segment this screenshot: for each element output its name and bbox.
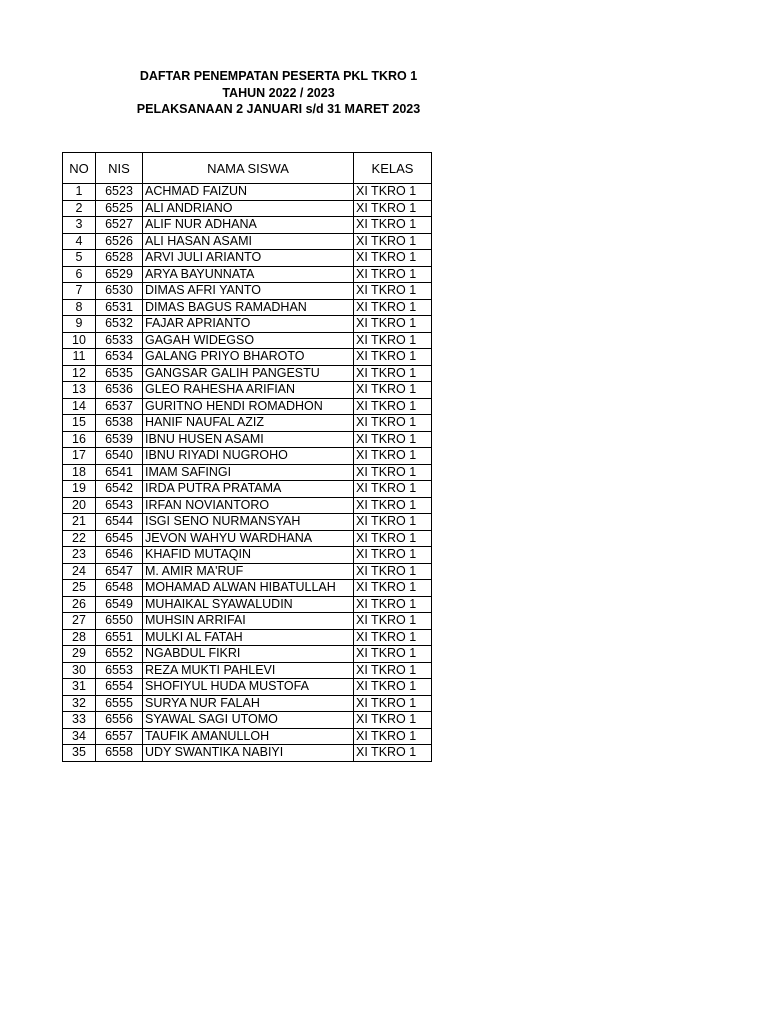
cell-nis: 6550 [96,613,143,630]
cell-nis: 6538 [96,415,143,432]
cell-kelas: XI TKRO 1 [354,712,432,729]
cell-nis: 6555 [96,695,143,712]
cell-kelas: XI TKRO 1 [354,547,432,564]
cell-kelas: XI TKRO 1 [354,200,432,217]
cell-nis: 6549 [96,596,143,613]
cell-no: 3 [63,217,96,234]
cell-no: 5 [63,250,96,267]
table-row [63,646,432,663]
cell-kelas: XI TKRO 1 [354,695,432,712]
cell-nis: 6552 [96,646,143,663]
cell-no: 32 [63,695,96,712]
cell-nis: 6541 [96,464,143,481]
cell-kelas: XI TKRO 1 [354,464,432,481]
table-row [63,547,432,564]
cell-no: 31 [63,679,96,696]
cell-kelas: XI TKRO 1 [354,415,432,432]
cell-nis: 6529 [96,266,143,283]
cell-kelas: XI TKRO 1 [354,629,432,646]
cell-no: 18 [63,464,96,481]
cell-nama-siswa: IRDA PUTRA PRATAMA [143,481,354,498]
cell-no: 27 [63,613,96,630]
student-placement-table [62,152,432,762]
cell-nama-siswa: GAGAH WIDEGSO [143,332,354,349]
table-row [63,431,432,448]
cell-no: 19 [63,481,96,498]
table-row [63,316,432,333]
cell-no: 21 [63,514,96,531]
cell-kelas: XI TKRO 1 [354,679,432,696]
cell-no: 24 [63,563,96,580]
cell-kelas: XI TKRO 1 [354,662,432,679]
cell-kelas: XI TKRO 1 [354,563,432,580]
cell-nis: 6534 [96,349,143,366]
cell-kelas: XI TKRO 1 [354,728,432,745]
table-header-row [63,153,432,184]
cell-nis: 6540 [96,448,143,465]
table-row [63,514,432,531]
cell-no: 22 [63,530,96,547]
cell-nama-siswa: UDY SWANTIKA NABIYI [143,745,354,762]
cell-kelas: XI TKRO 1 [354,613,432,630]
cell-nis: 6526 [96,233,143,250]
cell-kelas: XI TKRO 1 [354,250,432,267]
cell-nama-siswa: GLEO RAHESHA ARIFIAN [143,382,354,399]
cell-nama-siswa: MOHAMAD ALWAN HIBATULLAH [143,580,354,597]
cell-nama-siswa: JEVON WAHYU WARDHANA [143,530,354,547]
cell-nama-siswa: GANGSAR GALIH PANGESTU [143,365,354,382]
table-row [63,481,432,498]
cell-no: 4 [63,233,96,250]
cell-nama-siswa: ARYA BAYUNNATA [143,266,354,283]
cell-no: 20 [63,497,96,514]
table-row [63,695,432,712]
table-row [63,184,432,201]
cell-nis: 6544 [96,514,143,531]
table-row [63,497,432,514]
cell-no: 11 [63,349,96,366]
table-row [63,382,432,399]
cell-nis: 6525 [96,200,143,217]
cell-kelas: XI TKRO 1 [354,745,432,762]
cell-nis: 6531 [96,299,143,316]
cell-nis: 6528 [96,250,143,267]
cell-nis: 6537 [96,398,143,415]
cell-no: 30 [63,662,96,679]
title-line-period: PELAKSANAAN 2 JANUARI s/d 31 MARET 2023 [136,102,421,116]
table-row [63,580,432,597]
cell-no: 34 [63,728,96,745]
cell-kelas: XI TKRO 1 [354,316,432,333]
cell-kelas: XI TKRO 1 [354,217,432,234]
cell-nama-siswa: TAUFIK AMANULLOH [143,728,354,745]
cell-nama-siswa: MUHAIKAL SYAWALUDIN [143,596,354,613]
header-nama-siswa: NAMA SISWA [143,153,354,184]
cell-nama-siswa: M. AMIR MA'RUF [143,563,354,580]
table-row [63,299,432,316]
cell-kelas: XI TKRO 1 [354,481,432,498]
table-row [63,398,432,415]
cell-nama-siswa: KHAFID MUTAQIN [143,547,354,564]
table-row [63,629,432,646]
table-row [63,464,432,481]
cell-nama-siswa: NGABDUL FIKRI [143,646,354,663]
cell-no: 6 [63,266,96,283]
cell-nama-siswa: ALI ANDRIANO [143,200,354,217]
cell-nis: 6551 [96,629,143,646]
cell-nama-siswa: SYAWAL SAGI UTOMO [143,712,354,729]
cell-kelas: XI TKRO 1 [354,299,432,316]
table-row [63,712,432,729]
cell-nis: 6535 [96,365,143,382]
cell-nama-siswa: ALI HASAN ASAMI [143,233,354,250]
cell-kelas: XI TKRO 1 [354,398,432,415]
cell-no: 9 [63,316,96,333]
cell-kelas: XI TKRO 1 [354,349,432,366]
cell-nis: 6553 [96,662,143,679]
cell-nis: 6523 [96,184,143,201]
table-row [63,217,432,234]
cell-no: 16 [63,431,96,448]
cell-nis: 6546 [96,547,143,564]
table-row [63,448,432,465]
table-row [63,679,432,696]
cell-kelas: XI TKRO 1 [354,448,432,465]
cell-nis: 6556 [96,712,143,729]
document-title [62,68,495,118]
table-row [63,662,432,679]
cell-nama-siswa: DIMAS AFRI YANTO [143,283,354,300]
cell-nama-siswa: IRFAN NOVIANTORO [143,497,354,514]
cell-nama-siswa: ALIF NUR ADHANA [143,217,354,234]
cell-nis: 6533 [96,332,143,349]
title-line-main: DAFTAR PENEMPATAN PESERTA PKL TKRO 1 [139,69,418,83]
cell-kelas: XI TKRO 1 [354,514,432,531]
table-row [63,530,432,547]
cell-no: 13 [63,382,96,399]
table-row [63,332,432,349]
cell-no: 7 [63,283,96,300]
table-row [63,596,432,613]
cell-nama-siswa: IBNU HUSEN ASAMI [143,431,354,448]
cell-nis: 6532 [96,316,143,333]
cell-no: 26 [63,596,96,613]
cell-nis: 6542 [96,481,143,498]
cell-nama-siswa: MUHSIN ARRIFAI [143,613,354,630]
table-row [63,745,432,762]
cell-nama-siswa: IBNU RIYADI NUGROHO [143,448,354,465]
cell-no: 14 [63,398,96,415]
cell-nama-siswa: DIMAS BAGUS RAMADHAN [143,299,354,316]
cell-no: 28 [63,629,96,646]
table-row [63,200,432,217]
cell-nis: 6548 [96,580,143,597]
cell-nis: 6554 [96,679,143,696]
cell-kelas: XI TKRO 1 [354,596,432,613]
cell-no: 23 [63,547,96,564]
table-row [63,365,432,382]
cell-no: 33 [63,712,96,729]
table-row [63,233,432,250]
cell-kelas: XI TKRO 1 [354,382,432,399]
cell-no: 8 [63,299,96,316]
cell-no: 35 [63,745,96,762]
cell-kelas: XI TKRO 1 [354,283,432,300]
cell-no: 15 [63,415,96,432]
cell-nama-siswa: FAJAR APRIANTO [143,316,354,333]
cell-no: 25 [63,580,96,597]
cell-kelas: XI TKRO 1 [354,332,432,349]
cell-nis: 6536 [96,382,143,399]
table-row [63,563,432,580]
header-no: NO [63,153,96,184]
cell-nama-siswa: MULKI AL FATAH [143,629,354,646]
title-line-year: TAHUN 2022 / 2023 [222,85,335,100]
cell-kelas: XI TKRO 1 [354,365,432,382]
table-row [63,728,432,745]
cell-nis: 6558 [96,745,143,762]
cell-kelas: XI TKRO 1 [354,431,432,448]
cell-nama-siswa: GALANG PRIYO BHAROTO [143,349,354,366]
cell-no: 12 [63,365,96,382]
table-row [63,266,432,283]
cell-nis: 6530 [96,283,143,300]
cell-nama-siswa: SHOFIYUL HUDA MUSTOFA [143,679,354,696]
cell-nama-siswa: IMAM SAFINGI [143,464,354,481]
cell-kelas: XI TKRO 1 [354,497,432,514]
cell-no: 1 [63,184,96,201]
cell-nis: 6547 [96,563,143,580]
cell-kelas: XI TKRO 1 [354,646,432,663]
cell-nama-siswa: SURYA NUR FALAH [143,695,354,712]
cell-nama-siswa: ARVI JULI ARIANTO [143,250,354,267]
table-row [63,283,432,300]
cell-no: 2 [63,200,96,217]
cell-nis: 6543 [96,497,143,514]
cell-nis: 6545 [96,530,143,547]
cell-no: 17 [63,448,96,465]
header-kelas: KELAS [354,153,432,184]
table-row [63,250,432,267]
table-row [63,349,432,366]
cell-kelas: XI TKRO 1 [354,580,432,597]
table-row [63,415,432,432]
cell-nama-siswa: ACHMAD FAIZUN [143,184,354,201]
table-body [63,184,432,762]
cell-nama-siswa: ISGI SENO NURMANSYAH [143,514,354,531]
cell-nama-siswa: REZA MUKTI PAHLEVI [143,662,354,679]
cell-nis: 6527 [96,217,143,234]
cell-kelas: XI TKRO 1 [354,233,432,250]
cell-no: 29 [63,646,96,663]
cell-nama-siswa: GURITNO HENDI ROMADHON [143,398,354,415]
cell-nama-siswa: HANIF NAUFAL AZIZ [143,415,354,432]
cell-no: 10 [63,332,96,349]
cell-nis: 6539 [96,431,143,448]
cell-kelas: XI TKRO 1 [354,266,432,283]
cell-kelas: XI TKRO 1 [354,184,432,201]
table-row [63,613,432,630]
cell-kelas: XI TKRO 1 [354,530,432,547]
cell-nis: 6557 [96,728,143,745]
header-nis: NIS [96,153,143,184]
